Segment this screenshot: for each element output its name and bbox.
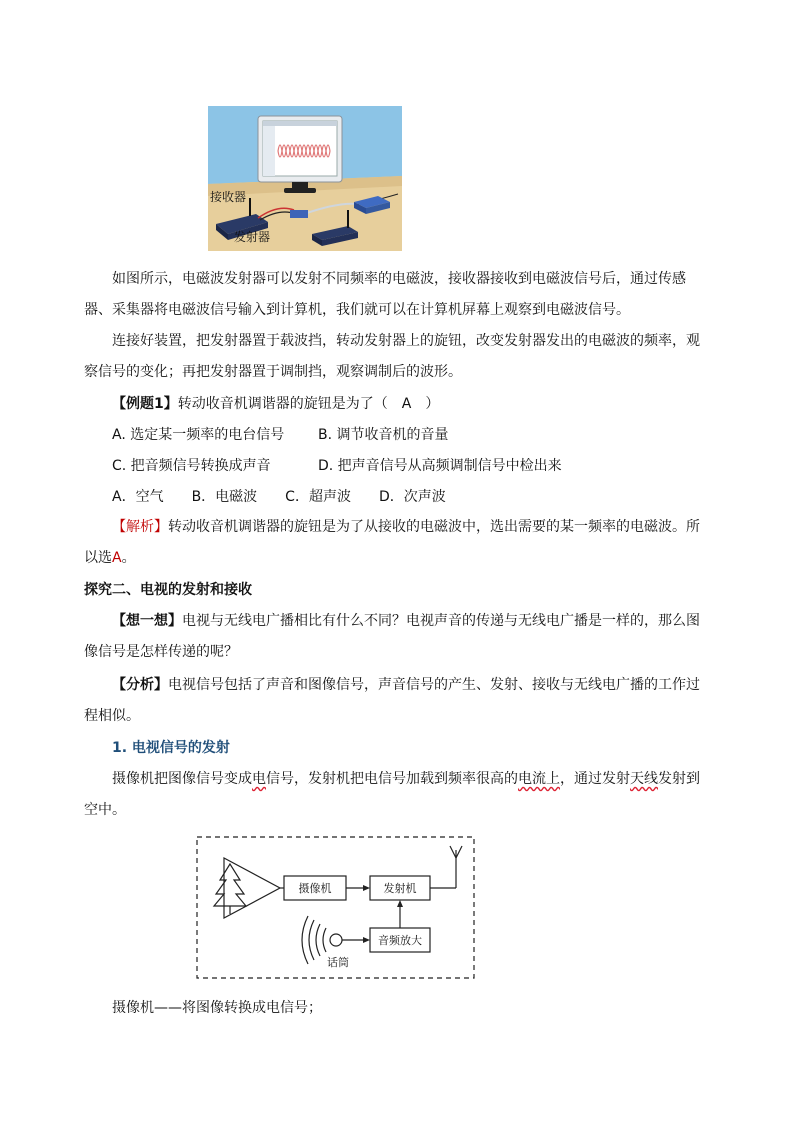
option-b: B. 调节收音机的音量 (318, 427, 449, 443)
sub1-text-3: ，通过发射 (560, 771, 630, 787)
camera-label: 摄像机 (298, 882, 332, 895)
option-list-extra: A．空气 B．电磁波 C．超声波 D．次声波 (112, 489, 446, 505)
example-question (112, 394, 439, 414)
option-c: C. 把音频信号转换成声音 (112, 458, 271, 474)
option-a: A. 选定某一频率的电台信号 (112, 427, 285, 443)
sub1-text-1: 摄像机把图像信号变成 (112, 771, 252, 787)
sub1-underline-3: 天线 (630, 771, 658, 787)
tree-icon (214, 864, 246, 914)
analyze-paragraph (84, 670, 704, 732)
think-text: 电视与无线电广播相比有什么不同？电视声音的传递与无线电广播是一样的，那么图像信号是怎样传递的呢？ (84, 613, 700, 660)
think-tag: 【想一想】 (112, 613, 182, 629)
camera-description: 摄像机——将图像转换成电信号； (112, 1000, 322, 1016)
section-title: 探究二、电视的发射和接收 (84, 582, 252, 598)
experiment-photo (208, 106, 402, 251)
paragraph-procedure: 连接好装置，把发射器置于载波挡，转动发射器上的旋钮，改变发射器发出的电磁波的频率，观察信号的变化；再把发射器置于调制挡，观察调制后的波形。 (84, 333, 700, 380)
analyze-text: 电视信号包括了声音和图像信号，声音信号的产生、发射、接收与无线电广播的工作过程相似。 (84, 677, 700, 724)
analysis-text: 转动收音机调谐器的旋钮是为了从接收的电磁波中，选出需要的某一频率的电磁波。所以选 (84, 519, 700, 566)
tv-transmission-diagram (196, 836, 475, 979)
subsection-title: 1. 电视信号的发射 (112, 740, 230, 756)
option-d: D. 把声音信号从高频调制信号中检出来 (318, 458, 562, 474)
transmitter-label-diagram: 发射机 (383, 882, 417, 895)
sub1-text-2: 信号，发射机把电信号加载到频率很高的 (266, 771, 518, 787)
receiver-label: 接收器 (210, 190, 247, 204)
think-paragraph (84, 606, 704, 668)
paragraph-intro: 如图所示，电磁波发射器可以发射不同频率的电磁波，接收器接收到电磁波信号后，通过传感器、采集器将电磁波信号输入到计算机，我们就可以在计算机屏幕上观察到电磁波信号。 (84, 271, 686, 318)
sub1-text-4: 发射到空中。 (84, 771, 700, 818)
microphone-label: 话筒 (327, 956, 349, 969)
analyze-tag: 【分析】 (112, 677, 168, 693)
sub1-underline-1: 电 (252, 771, 266, 787)
amplifier-label: 音频放大 (378, 934, 422, 947)
example-tag: 【例题1】 (112, 396, 178, 412)
antenna-icon (430, 846, 462, 888)
analysis-paragraph (84, 512, 704, 574)
transmitter-label: 发射器 (234, 230, 271, 244)
example-question-text: 转动收音机调谐器的旋钮是为了（ A ） (177, 396, 440, 412)
diagram-svg (196, 836, 475, 979)
analysis-end: 。 (121, 550, 136, 566)
subsection-paragraph (84, 764, 704, 826)
analysis-answer: A (112, 550, 122, 566)
sub1-underline-2: 电流上 (518, 771, 560, 787)
analysis-tag: 【解析】 (112, 519, 168, 535)
